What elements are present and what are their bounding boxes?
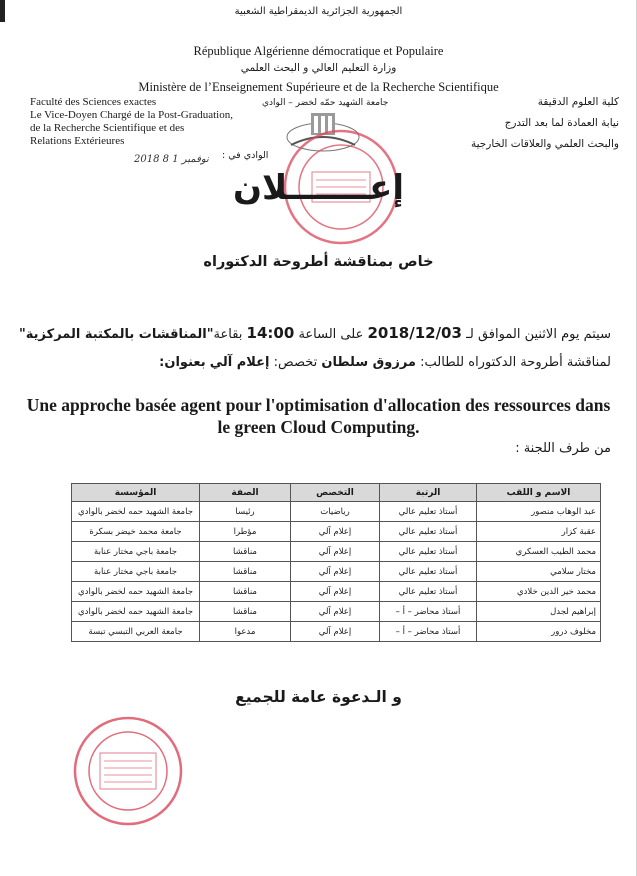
- column-header-role: الصفة: [200, 484, 291, 502]
- date-label: الوادي في :: [222, 150, 269, 161]
- faculty-fr-block: [30, 96, 270, 148]
- line1-pre: سيتم يوم الاثنين الموافق لـ: [466, 327, 611, 342]
- column-header-name: الاسم و اللقب: [477, 484, 601, 502]
- table-row: [72, 522, 601, 542]
- faculty-ar-line: والبحث العلمي والعلاقات الخارجية: [470, 138, 619, 150]
- faculty-stamp-icon: [72, 715, 184, 827]
- cell-rank: أستاذ تعليم عالي: [380, 502, 477, 522]
- column-header-institution: المؤسسة: [72, 484, 200, 502]
- cell-specialty: إعلام آلي: [291, 602, 380, 622]
- university-ar: جامعة الشهيد حمّه لخضر – الوادي: [262, 98, 389, 108]
- cell-institution: جامعة باجي مختار عنابة: [72, 542, 200, 562]
- line2-spec-pre: تخصص:: [273, 355, 318, 370]
- faculty-fr-line: Faculté des Sciences exactes: [30, 96, 157, 108]
- cell-name: محمد خير الدين خلادي: [477, 582, 601, 602]
- cell-rank: أستاذ تعليم عالي: [380, 542, 477, 562]
- cell-specialty: إعلام آلي: [291, 522, 380, 542]
- student-name: مرزوق سلطان: [321, 355, 416, 370]
- cell-specialty: إعلام آلي: [291, 582, 380, 602]
- faculty-fr-line: de la Recherche Scientifique et des: [30, 122, 185, 134]
- specialty: إعلام آلي: [209, 355, 270, 370]
- jury-table: [71, 483, 601, 642]
- cell-institution: جامعة الشهيد حمه لخضر بالوادي: [72, 582, 200, 602]
- cell-role: رئيسا: [200, 502, 291, 522]
- column-header-rank: الرتبة: [380, 484, 477, 502]
- cell-name: محمد الطيب العسكري: [477, 542, 601, 562]
- faculty-fr-line: Relations Extérieures: [30, 135, 125, 147]
- table-row: [72, 562, 601, 582]
- faculty-ar-line: كلية العلوم الدقيقة: [537, 96, 619, 108]
- line1-hall-pre: بقاعة: [213, 327, 243, 342]
- announcement-subtitle: خاص بمناقشة أطروحة الدكتوراه: [203, 254, 434, 270]
- cell-role: مؤطرا: [200, 522, 291, 542]
- cell-institution: جامعة الشهيد حمه لخضر بالوادي: [72, 502, 200, 522]
- cell-name: إبراهيم لجدل: [477, 602, 601, 622]
- cell-name: عقبة كزار: [477, 522, 601, 542]
- cell-institution: جامعة العربي التبسي تبسة: [72, 622, 200, 642]
- cell-name: مخلوف درور: [477, 622, 601, 642]
- closing-invitation: و الـدعوة عامة للجميع: [235, 688, 402, 706]
- table-row: [72, 582, 601, 602]
- republic-ar: الجمهورية الجزائرية الديمقراطية الشعبية: [234, 6, 403, 17]
- cell-rank: أستاذ تعليم عالي: [380, 562, 477, 582]
- thesis-title: Une approche basée agent pour l'optimisation d'allocation des ressources dans le green Cloud Computing.: [26, 395, 611, 437]
- ministry-ar: وزارة التعليم العالي و البحث العلمي: [240, 62, 397, 74]
- table-row: [72, 602, 601, 622]
- defense-date-line: [19, 324, 611, 342]
- cell-role: مناقشا: [200, 562, 291, 582]
- student-line: [159, 355, 611, 370]
- cell-institution: جامعة الشهيد حمه لخضر بالوادي: [72, 602, 200, 622]
- cell-specialty: إعلام آلي: [291, 542, 380, 562]
- announcement-title: إعـــــــلان: [232, 168, 405, 208]
- defense-hall: "المناقشات بالمكتبة المركزية": [19, 327, 214, 342]
- cell-specialty: إعلام آلي: [291, 562, 380, 582]
- cell-rank: أستاذ تعليم عالي: [380, 522, 477, 542]
- date-value: 2018 نوفمبر 1 8: [134, 154, 209, 165]
- cell-rank: أستاذ تعليم عالي: [380, 582, 477, 602]
- cell-specialty: إعلام آلي: [291, 622, 380, 642]
- cell-rank: أستاذ محاضر – أ –: [380, 622, 477, 642]
- table-row: [72, 502, 601, 522]
- cell-name: عبد الوهاب منصور: [477, 502, 601, 522]
- cell-role: مناقشا: [200, 602, 291, 622]
- faculty-ar-line: نيابة العمادة لما بعد التدرج: [504, 117, 619, 129]
- cell-institution: جامعة محمد خيضر بسكرة: [72, 522, 200, 542]
- jury-header-row: [72, 484, 601, 502]
- defense-date: 2018/12/03: [367, 324, 462, 342]
- column-header-specialty: التخصص: [291, 484, 380, 502]
- line2-pre: لمناقشة أطروحة الدكتوراه للطالب:: [420, 355, 611, 370]
- faculty-ar-block: [471, 92, 619, 155]
- table-row: [72, 542, 601, 562]
- defense-time: 14:00: [246, 324, 295, 342]
- ministry-fr: Ministère de l’Enseignement Supérieure et de la Recherche Scientifique: [138, 80, 499, 94]
- table-row: [72, 622, 601, 642]
- cell-institution: جامعة باجي مختار عنابة: [72, 562, 200, 582]
- cell-role: مدعوا: [200, 622, 291, 642]
- cell-rank: أستاذ محاضر – أ –: [380, 602, 477, 622]
- cell-role: مناقشا: [200, 582, 291, 602]
- jury-label: من طرف اللجنة :: [515, 441, 611, 456]
- cell-specialty: رياضيات: [291, 502, 380, 522]
- republic-fr: République Algérienne démocratique et Populaire: [193, 44, 444, 58]
- cell-role: مناقشا: [200, 542, 291, 562]
- cell-name: مختار سلامي: [477, 562, 601, 582]
- faculty-fr-line: Le Vice-Doyen Chargé de la Post-Graduation,: [30, 109, 233, 121]
- line2-post: بعنوان:: [159, 355, 206, 370]
- line1-mid: على الساعة: [298, 327, 364, 342]
